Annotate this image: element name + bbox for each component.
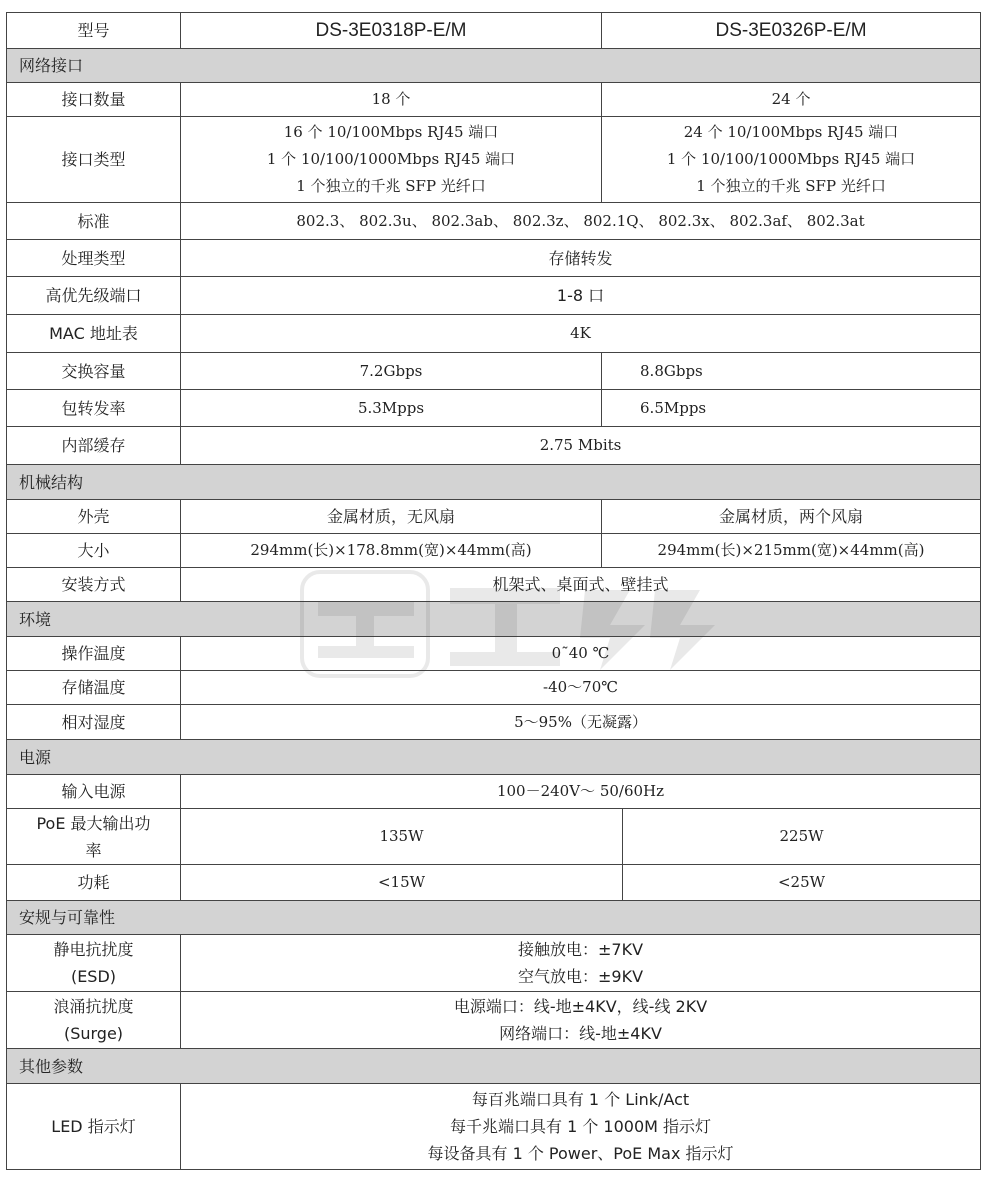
- shell-a: 金属材质，无风扇: [181, 500, 602, 534]
- led-value: [181, 1084, 981, 1170]
- table-row: [7, 427, 981, 465]
- row-label-line: 率: [85, 840, 102, 860]
- buffer-value: 2.75 Mbits: [181, 427, 981, 465]
- table-row: [7, 568, 981, 602]
- input-power-value: 100－240V～ 50/60Hz: [181, 775, 981, 809]
- port-type-a: [181, 117, 602, 203]
- row-label: MAC 地址表: [7, 315, 181, 353]
- row-label: 输入电源: [7, 775, 181, 809]
- shell-b: 金属材质，两个风扇: [602, 500, 981, 534]
- row-label: 接口类型: [7, 117, 181, 203]
- port-type-b-line: 1 个 10/100/1000Mbps RJ45 端口: [666, 150, 916, 168]
- row-label: 包转发率: [7, 390, 181, 427]
- table-row: [7, 809, 981, 865]
- header-row: [7, 13, 981, 49]
- esd-value-line: 空气放电：±9KV: [518, 967, 644, 986]
- row-label: 功耗: [7, 865, 181, 901]
- priority-ports-value: 1-8 口: [181, 277, 981, 315]
- row-label: 内部缓存: [7, 427, 181, 465]
- section-power: 电源: [7, 740, 981, 775]
- port-type-b-line: 1 个独立的千兆 SFP 光纤口: [696, 177, 886, 195]
- table-row: [7, 240, 981, 277]
- consumption-a: <15W: [181, 865, 623, 901]
- standard-value: 802.3、 802.3u、 802.3ab、 802.3z、 802.1Q、 802.3x、 802.3af、 802.3at: [181, 203, 981, 240]
- row-label: 大小: [7, 534, 181, 568]
- section-row: [7, 602, 981, 637]
- row-label: 外壳: [7, 500, 181, 534]
- table-row: [7, 637, 981, 671]
- row-label: [7, 992, 181, 1049]
- row-label: 安装方式: [7, 568, 181, 602]
- row-label: 高优先级端口: [7, 277, 181, 315]
- table-row: [7, 775, 981, 809]
- row-label-line: PoE 最大输出功: [36, 813, 151, 833]
- led-value-line: 每千兆端口具有 1 个 1000M 指示灯: [449, 1117, 712, 1136]
- row-label-line: 静电抗扰度: [53, 940, 134, 959]
- table-row: [7, 1084, 981, 1170]
- led-value-line: 每百兆端口具有 1 个 Link/Act: [471, 1090, 690, 1109]
- port-type-a-line: 1 个独立的千兆 SFP 光纤口: [296, 177, 486, 195]
- row-label: 存储温度: [7, 671, 181, 705]
- port-type-b: [602, 117, 981, 203]
- op-temp-value: 0˜40 ℃: [181, 637, 981, 671]
- table-row: [7, 992, 981, 1049]
- row-label: [7, 809, 181, 865]
- table-row: [7, 500, 981, 534]
- section-row: [7, 740, 981, 775]
- section-row: [7, 49, 981, 83]
- port-count-a: 18 个: [181, 83, 602, 117]
- table-row: [7, 865, 981, 901]
- row-label: 交换容量: [7, 353, 181, 390]
- mac-table-value: 4K: [181, 315, 981, 353]
- section-other: 其他参数: [7, 1049, 981, 1084]
- table-row: [7, 315, 981, 353]
- model-a: DS-3E0318P-E/M: [181, 13, 602, 49]
- storage-temp-value: -40～70℃: [181, 671, 981, 705]
- row-label-line: 浪涌抗扰度: [53, 997, 134, 1016]
- row-label-line: (ESD): [70, 967, 117, 986]
- table-row: [7, 353, 981, 390]
- port-count-b: 24 个: [602, 83, 981, 117]
- size-b: 294mm(长)×215mm(宽)×44mm(高): [602, 534, 981, 568]
- switch-capacity-b: 8.8Gbps: [602, 353, 981, 390]
- processing-value: 存储转发: [181, 240, 981, 277]
- humidity-value: 5～95%（无凝露）: [181, 705, 981, 740]
- model-label: 型号: [7, 13, 181, 49]
- row-label: 处理类型: [7, 240, 181, 277]
- section-environment: 环境: [7, 602, 981, 637]
- table-row: [7, 390, 981, 427]
- section-safety: 安规与可靠性: [7, 901, 981, 935]
- poe-max-b: 225W: [623, 809, 981, 865]
- size-a: 294mm(长)×178.8mm(宽)×44mm(高): [181, 534, 602, 568]
- esd-value-line: 接触放电：±7KV: [518, 940, 644, 959]
- section-row: [7, 901, 981, 935]
- row-label: 操作温度: [7, 637, 181, 671]
- row-label: 相对湿度: [7, 705, 181, 740]
- table-row: [7, 705, 981, 740]
- spec-table: [6, 12, 981, 1170]
- table-row: [7, 935, 981, 992]
- row-label-line: (Surge): [63, 1024, 124, 1043]
- consumption-b: <25W: [623, 865, 981, 901]
- forwarding-rate-a: 5.3Mpps: [181, 390, 602, 427]
- table-row: [7, 203, 981, 240]
- mounting-value: 机架式、桌面式、壁挂式: [181, 568, 981, 602]
- section-row: [7, 1049, 981, 1084]
- surge-value-line: 网络端口：线-地±4KV: [499, 1024, 662, 1043]
- table-row: [7, 83, 981, 117]
- esd-value: [181, 935, 981, 992]
- port-type-b-line: 24 个 10/100Mbps RJ45 端口: [683, 123, 899, 141]
- table-row: [7, 277, 981, 315]
- forwarding-rate-b: 6.5Mpps: [602, 390, 981, 427]
- table-row: [7, 671, 981, 705]
- model-b: DS-3E0326P-E/M: [602, 13, 981, 49]
- section-network: 网络接口: [7, 49, 981, 83]
- table-row: [7, 534, 981, 568]
- row-label: 标准: [7, 203, 181, 240]
- port-type-a-line: 1 个 10/100/1000Mbps RJ45 端口: [266, 150, 516, 168]
- switch-capacity-a: 7.2Gbps: [181, 353, 602, 390]
- surge-value: [181, 992, 981, 1049]
- row-label: [7, 935, 181, 992]
- section-row: [7, 465, 981, 500]
- row-label: 接口数量: [7, 83, 181, 117]
- surge-value-line: 电源端口：线-地±4KV，线-线 2KV: [453, 997, 708, 1016]
- port-type-a-line: 16 个 10/100Mbps RJ45 端口: [283, 123, 499, 141]
- table-row: [7, 117, 981, 203]
- poe-max-a: 135W: [181, 809, 623, 865]
- row-label: LED 指示灯: [7, 1084, 181, 1170]
- section-mechanical: 机械结构: [7, 465, 981, 500]
- led-value-line: 每设备具有 1 个 Power、PoE Max 指示灯: [427, 1144, 734, 1163]
